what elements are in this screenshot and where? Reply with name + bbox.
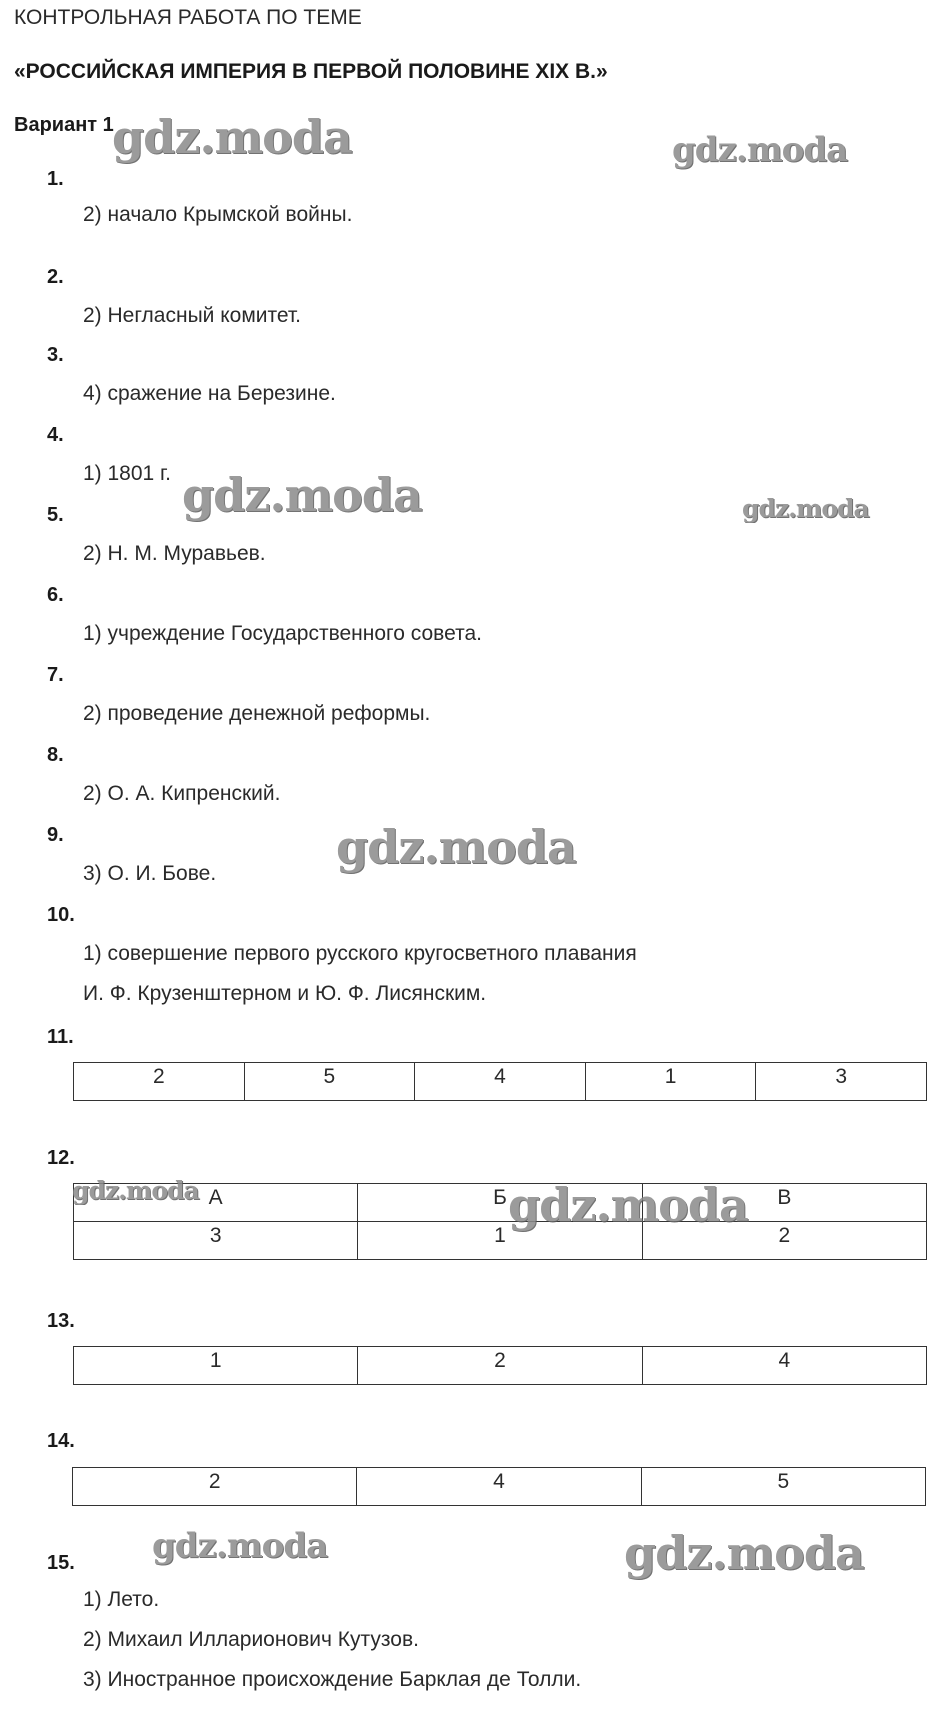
watermark-logo: gdz.moda: [112, 110, 352, 164]
table-row: [74, 1184, 927, 1222]
question-number: 6.: [47, 584, 64, 606]
question-number: 11.: [47, 1026, 74, 1048]
question-answer-line: 3) Иностранное происхождение Барклая де Толли.: [83, 1668, 582, 1691]
question-number: 3.: [47, 344, 64, 366]
table-row: [73, 1468, 926, 1506]
table-row: [74, 1347, 927, 1385]
question-answer-line: 2) Михаил Илларионович Кутузов.: [83, 1628, 419, 1651]
table-cell: 3: [74, 1222, 358, 1260]
question-answer-line: 1) совершение первого русского кругосветного плавания: [83, 942, 637, 965]
table-cell: 5: [641, 1468, 925, 1506]
table-row: [74, 1222, 927, 1260]
watermark-logo: gdz.moda: [742, 494, 869, 523]
table-cell: 1: [74, 1347, 358, 1385]
watermark-logo: gdz.moda: [152, 1526, 328, 1566]
question-answer: 3) О. И. Бове.: [83, 862, 217, 885]
question-answer: 1) 1801 г.: [83, 462, 171, 485]
question-answer: 2) проведение денежной реформы.: [83, 702, 431, 725]
question-number: 9.: [47, 824, 64, 846]
table-row: [74, 1063, 927, 1101]
table-cell: 2: [642, 1222, 926, 1260]
page-title: «РОССИЙСКАЯ ИМПЕРИЯ В ПЕРВОЙ ПОЛОВИНЕ XIX В.»: [14, 60, 608, 83]
question-number: 14.: [47, 1430, 75, 1452]
table-cell: 5: [244, 1063, 415, 1101]
answer-table: [73, 1346, 927, 1385]
table-cell: 2: [358, 1347, 642, 1385]
answer-table: [73, 1183, 927, 1260]
question-answer: 1) учреждение Государственного совета.: [83, 622, 482, 645]
table-cell: 3: [756, 1063, 927, 1101]
question-number: 4.: [47, 424, 64, 446]
question-number: 15.: [47, 1552, 75, 1574]
question-number: 10.: [47, 904, 75, 926]
question-answer: 2) начало Крымской войны.: [83, 203, 353, 226]
answer-table: [73, 1062, 927, 1101]
watermark-logo: gdz.moda: [508, 1178, 748, 1232]
variant-label: Вариант 1: [14, 114, 114, 136]
question-number: 12.: [47, 1147, 75, 1169]
watermark-logo: gdz.moda: [336, 820, 576, 874]
table-cell: 2: [74, 1063, 245, 1101]
question-number: 2.: [47, 266, 64, 288]
watermark-logo: gdz.moda: [182, 468, 422, 522]
question-answer-line: И. Ф. Крузенштерном и Ю. Ф. Лисянским.: [83, 982, 487, 1005]
watermark-logo: gdz.moda: [624, 1526, 864, 1580]
table-header-cell: Б: [358, 1184, 642, 1222]
question-number: 1.: [47, 168, 64, 190]
answer-table: [72, 1467, 926, 1506]
question-number: 13.: [47, 1310, 75, 1332]
question-number: 7.: [47, 664, 64, 686]
table-cell: 1: [358, 1222, 642, 1260]
question-number: 8.: [47, 744, 64, 766]
question-answer: 4) сражение на Березине.: [83, 382, 336, 405]
table-header-cell: А: [74, 1184, 358, 1222]
question-answer: 2) Н. М. Муравьев.: [83, 542, 266, 565]
table-cell: 4: [415, 1063, 586, 1101]
question-answer: 2) О. А. Кипренский.: [83, 782, 281, 805]
question-number: 5.: [47, 504, 64, 526]
question-answer-line: 1) Лето.: [83, 1588, 160, 1611]
subject-heading: КОНТРОЛЬНАЯ РАБОТА ПО ТЕМЕ: [14, 6, 362, 29]
question-answer: 2) Негласный комитет.: [83, 304, 301, 327]
table-cell: 2: [73, 1468, 357, 1506]
table-header-cell: В: [642, 1184, 926, 1222]
watermark-logo: gdz.moda: [672, 130, 848, 170]
watermark-logo: gdz.moda: [72, 1176, 199, 1205]
table-cell: 4: [642, 1347, 926, 1385]
table-cell: 4: [357, 1468, 641, 1506]
table-cell: 1: [585, 1063, 756, 1101]
